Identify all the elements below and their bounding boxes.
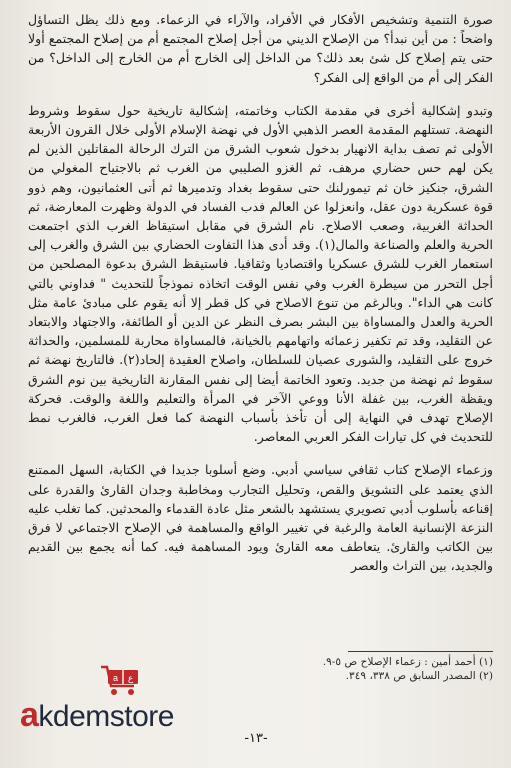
book-cart-icon xyxy=(98,664,144,700)
logo-a: a xyxy=(20,696,39,734)
paragraph: وزعماء الإصلاح كتاب ثقافي سياسي أدبي. وضع أسلوبا جديدا في الكتابة، السهل الممتنع الذي يعتمد على التشويق والقص، وتحليل التجارب ومخاطبة وجدان القارئ والقدرة على إقناعه بأسلوب أدبي تصويري يستشهد بالشعر مثل عادة القدماء والمحدثين. كما تغلب عليه النزعة الإنسانية العامة والرغبة في تغيير الواقع والمساهمة في الإصلاح الاجتماعي لا فرق بين الكاتب والقارئ. يتعاطف معه القارئ ويود المساهمة فيه. كما أنه يجمع بين القديم والجديد، بين التراث والعصر xyxy=(28,462,493,574)
footnote-divider xyxy=(348,651,493,652)
footnote: (٢) المصدر السابق ص ٣٣٨، ٣٤٩. xyxy=(345,670,493,682)
logo-wordmark xyxy=(20,698,174,734)
icon-glyph-left: a xyxy=(112,673,119,683)
logo-rest: kdemstore xyxy=(38,700,174,733)
paragraph: وتبدو إشكالية أخرى في مقدمة الكتاب وخاتمته، إشكالية تاريخية حول سقوط وشروط النهضة. تستلهم المقدمة العصر الذهبي الأول في نهضة الإسلام الأولى خلال القرون الأربعة الأولى ثم تصف بداية الانهيار بدخول شعوب الشرق من الترك الرحالة المقاتلين الذين لم يكن لهم حس حضاري مرهف، ثم الغزو الصليبي من الغرب ثم بالاجتياح المغولي من الشرق، جنكيز خان ثم تيمورلنك حتى سقوط بغداد وتدميرها ثم أتى العثمانيون، وهم ذوو قوة عسكرية دون عقل، وانعزلوا عن العالم فدب الفساد في الدولة وظهرت المعارضة، ثم الحداثة الغربية، وصعب الاصلاح. نام الشرق في مقابل استيقاظ الغرب الذي اجتمعت الحرية والعلم والصناعة والمال(١). وقد أدى هذا التفاوت الحضاري بين الشرق والغرب إلى استعمار الغرب للشرق عسكريا واقتصاديا وثقافيا. فاستيقظ الشرق بدعوة المصلحين من أجل التحرر من سيطرة الغرب وفي نفس الوقت اتخاذه نموذجاً للتحديث " فداوني بالتي كانت هي الداء". وبالرغم من تنوع الاصلاح في كل قطر إلا أنه يقوم على مبادئ عامة مثل الحرية والعدل والمساواة بين البشر بصرف النظر عن الدين أو الطائفة، والاجتهاد والابتعاد عن التقليد، وقد تم تكفير زعمائه واتهامهم بالخيانة، فالمساواة محاربة للمسلمين، والحداثة خروج على التقليد، والشورى عصيان للسلطان، واصلاح العقيدة إلحاد(٢). فالتاريخ نهضة ثم سقوط ثم نهضة من جديد. وتعود الخاتمة أيضا إلى نفس المقارنة التاريخية بين نوم الشرق ويقظة الغرب، بين غفلة الأنا ووعي الآخر في المرأة والتعليم واللغة والوقت. فحركة الإصلاح تهدف في النهاية إلى أن تأخذ بأسباب النهضة كما فعل الغرب، فالغرب نمط للتحديث في كل تيارات الفكر العربي المعاصر. xyxy=(28,102,493,445)
paragraph: صورة التنمية وتشخيص الأفكار في الأفراد، والآراء في الزعماء. ومع ذلك يظل التساؤل واضحاً : من أين نبدأ؟ من الإصلاح الديني من أجل إصلاح المجتمع أم من إصلاح المجتمع أولا حتى يتم إصلاح كل شئ بعد ذلك؟ من الداخل إلى الخارج أم من الخارج إلى الداخل؟ من الفكر إلى أم من الواقع إلى الفكر؟ xyxy=(28,12,493,85)
body-text xyxy=(28,10,493,576)
icon-glyph-right: ع xyxy=(127,674,134,684)
footnote: (١) أحمد أمين : زعماء الإصلاح ص ٥-٩. xyxy=(322,656,493,668)
watermark-logo xyxy=(20,664,220,736)
footnotes xyxy=(323,655,493,683)
page-number: -١٣- xyxy=(244,731,268,746)
